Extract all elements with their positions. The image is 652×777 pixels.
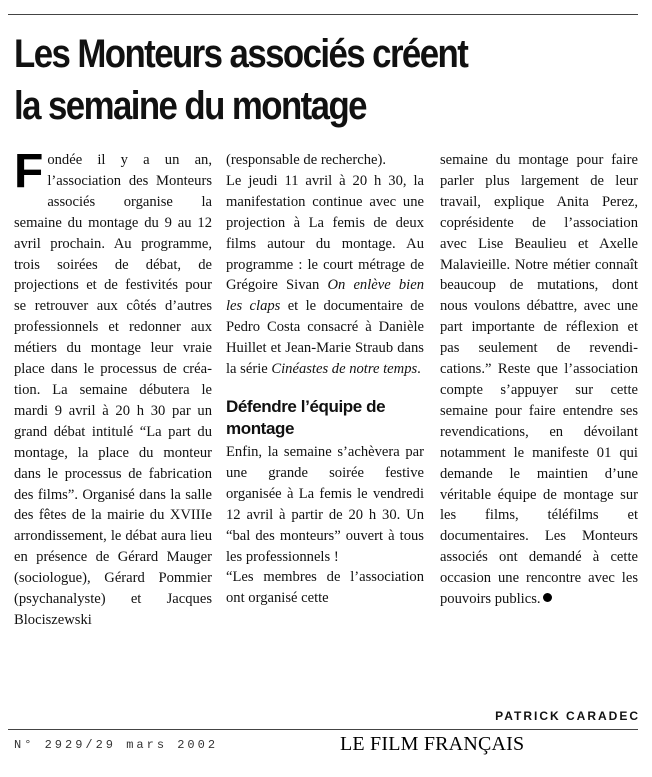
col2-text-2b: et le documentaire de Pedro Costa consacré à Danièle Huillet et Jean-Marie Straub dans la série: [226, 298, 424, 378]
headline-line-2: la semaine du montage: [14, 84, 366, 128]
article-column-1: [14, 145, 212, 631]
film-title: On enlève bien les claps: [226, 277, 424, 315]
drop-cap: F: [14, 145, 44, 198]
headline: [14, 28, 562, 132]
byline: PATRICK CARADEC: [495, 709, 640, 723]
article-column-2: [226, 150, 424, 609]
paragraph: [440, 150, 638, 610]
col2-text-3: Enfin, la semaine s’achèvera par une grande soirée festive organisée à La femis le vendredi 12 avril à partir de 20 h 30. Un “bal des monteurs” ouvert à tous les professionnels !: [226, 443, 424, 565]
paragraph: [226, 442, 424, 567]
headline-line-1: Les Monteurs associés créent: [14, 32, 468, 76]
bottom-rule: [8, 729, 638, 730]
col2-text-2a: Le jeudi 11 avril à 20 h 30, la manifestation continue avec une projection à La femis de deux films autour du montage. Au programme : le court métrage de Grégoire Sivan: [226, 172, 424, 294]
paragraph: [226, 171, 424, 380]
paragraph: [226, 567, 424, 609]
issue-number: N° 2929/29 mars 2002: [14, 738, 219, 752]
paragraph: [226, 150, 424, 171]
col2-text-1: (responsable de recherche).: [226, 152, 387, 168]
end-mark-icon: [543, 593, 552, 602]
article-column-3: [440, 150, 638, 610]
col1-text: ondée il y a un an, l’association des Monteurs associés organise la semaine du montage du 9 au 12 avril prochain. Au programme, trois soirées de débat, de projections et de festivités pour se retrouver aux côtés d’autres professionnels et redonner aux métiers du montage leur vraie place dans le processus de création. La semaine débutera le mardi 9 avril à 20 h 30 par un grand débat intitulé “La part du montage, la place du monteur dans le processus de fabrication des films”. Organisé dans la salle des fêtes de la mairie du XVIIIe arrondissement, le débat aura lieu en présence de Gérard Mauger (sociologue), Gérard Pommier (psychanalyste) et Jacques Blociszewski: [14, 152, 212, 628]
subheading: Défendre l’équipe de montage: [226, 396, 386, 438]
col2-text-4: “Les membres de l’association ont organisé cette: [226, 569, 424, 607]
col2-text-2c: .: [417, 361, 421, 378]
series-title: Cinéastes de notre temps: [271, 361, 418, 378]
publication-name: LE FILM FRANÇAIS: [340, 733, 525, 755]
col3-text: semaine du montage pour faire parler plus largement de leur travail, explique Anita Perez, coprésidente de l’association avec Lise Beaulieu et Axelle Malavieille. Notre métier connaît beaucoup de mutations, dont nous voulons débattre, avec une part importante de réflexion et pas seulement de revendications.” Reste que l’association compte s’appuyer sur cette semaine pour faire entendre ses revendications, en dévoilant notamment le manifeste 01 qui demande le maintien d’une véritable équipe de montage sur les films, téléfilms et documentaires. Les Monteurs associés ont demandé à cette occasion une rencontre avec les pouvoirs publics.: [440, 152, 638, 608]
lead-paragraph: [14, 145, 212, 631]
top-rule: [8, 14, 638, 15]
